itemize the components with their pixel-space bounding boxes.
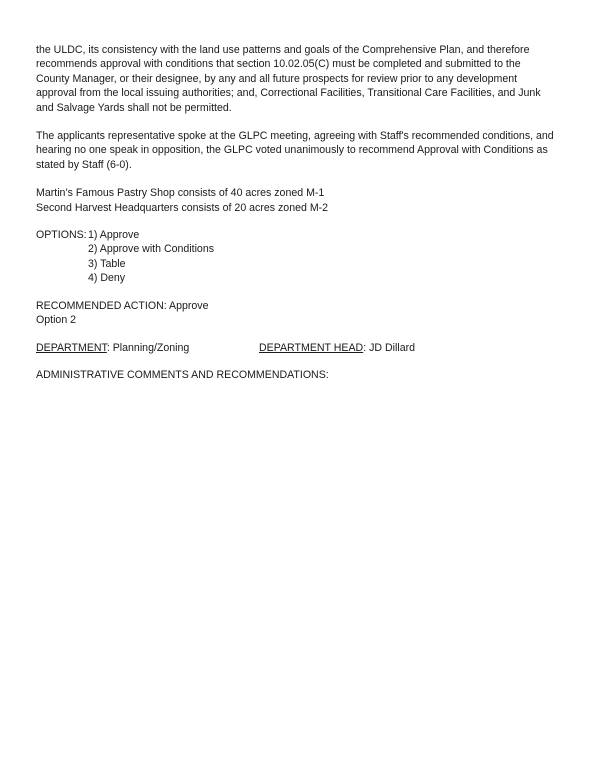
text-line: the ULDC, its consistency with the land use patterns and goals of the Comprehensive Plan, and therefore bbox=[36, 44, 530, 56]
options-list bbox=[36, 228, 566, 286]
option-item: 2) Approve with Conditions bbox=[88, 243, 215, 256]
text-line: approval from the local issuing authorities; and, Correctional Facilities, Transitional Care Facilities, and Junk bbox=[36, 87, 541, 100]
text-line: hearing no one speak in opposition, the GLPC voted unanimously to recommend Approval with Conditions as bbox=[36, 144, 548, 157]
recommended-action-option: Option 2 bbox=[36, 314, 77, 327]
option-item: 3) Table bbox=[88, 257, 126, 270]
document-page bbox=[36, 43, 566, 382]
parcel-item: Second Harvest Headquarters consists of 20 acres zoned M-2 bbox=[36, 201, 329, 214]
text-line: and Salvage Yards shall not be permitted. bbox=[36, 101, 232, 114]
recommended-action bbox=[36, 299, 566, 328]
recommended-action-label: RECOMMENDED ACTION: Approve bbox=[36, 299, 209, 312]
department-head-value: : JD Dillard bbox=[363, 341, 416, 354]
option-item: 1) Approve bbox=[88, 229, 140, 242]
text-line: recommends approval with conditions that section 10.02.05(C) must be completed and submitted to the bbox=[36, 58, 521, 71]
text-line: The applicants representative spoke at the GLPC meeting, agreeing with Staff's recommended conditions, and bbox=[36, 130, 554, 143]
staff-recommendation-paragraph bbox=[36, 43, 566, 115]
department-value: : Planning/Zoning bbox=[106, 341, 190, 354]
department-label: DEPARTMENT bbox=[36, 341, 107, 354]
parcel-list bbox=[36, 186, 566, 215]
department-head-label: DEPARTMENT HEAD bbox=[259, 341, 364, 354]
parcel-item: Martin’s Famous Pastry Shop consists of 40 acres zoned M-1 bbox=[36, 187, 325, 200]
option-item: 4) Deny bbox=[88, 272, 126, 285]
glpc-meeting-paragraph bbox=[36, 129, 566, 172]
admin-comments-heading: ADMINISTRATIVE COMMENTS AND RECOMMENDATIONS: bbox=[36, 368, 329, 381]
text-line: stated by Staff (6-0). bbox=[36, 158, 132, 171]
text-line: County Manager, or their designee, by any and all future prospects for review prior to any development bbox=[36, 72, 518, 85]
department bbox=[36, 341, 189, 355]
department-row bbox=[36, 341, 566, 355]
options-label: OPTIONS: bbox=[36, 229, 87, 242]
department-head bbox=[259, 341, 415, 355]
